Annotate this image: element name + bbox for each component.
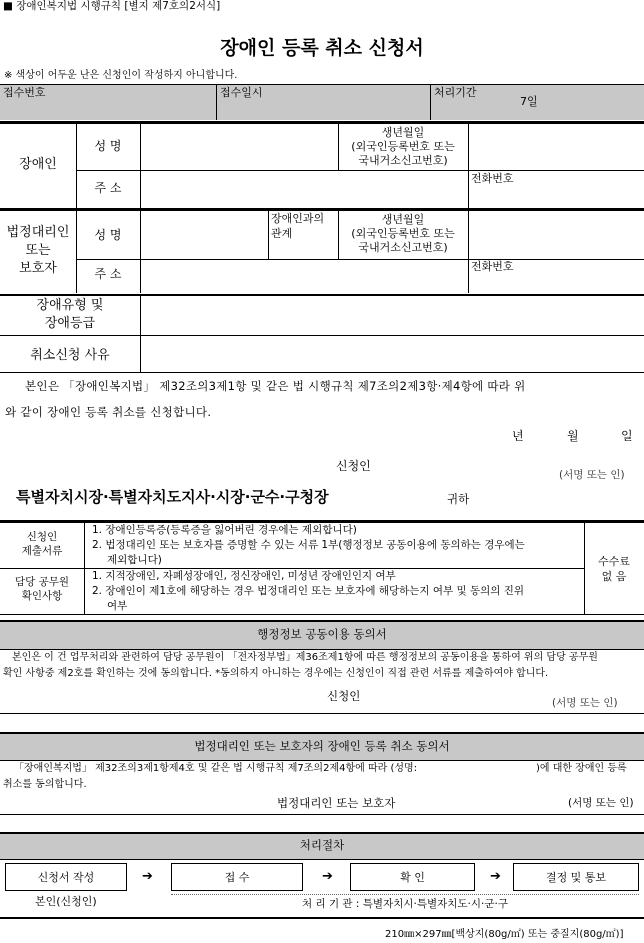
consent1-applicant-label: 신청인 [327,689,361,703]
consent1-title: 행정정보 공동이용 동의서 [257,627,387,641]
process-applicant-note: 본인(신청인) [35,895,97,908]
consent2-sign-label: (서명 또는 인) [568,797,634,809]
guardian-relation-label-1: 장애인과의 [271,212,325,225]
submit-doc-item-1: 1. 장애인등록증(등록증을 잃어버린 경우에는 제외합니다) [92,524,357,536]
process-agency-note: 처 리 기 관 : 특별자치시·특별자치도·시·군·구 [301,898,508,910]
disabled-address-label: 주 소 [94,181,122,195]
consent1-text-1: 본인은 이 건 업무처리와 관련하여 담당 공무원이 「전자정부법」제36조제1항에 따른 행정정보의 공동이용을 통하여 위의 담당 공무원 [12,652,598,663]
cancel-reason-label: 취소신청 사유 [30,348,110,363]
disabled-phone-field[interactable] [530,172,642,206]
guardian-section-label-1: 법정대리인 [6,225,70,240]
date-day-label: 일 [621,429,633,443]
official-check-label-2: 확인사항 [21,590,63,602]
guardian-address-label: 주 소 [94,267,122,281]
submit-doc-item-2: 2. 법정대리인 또는 보호자를 증명할 수 있는 서류 1부(행정정보 공동이용에 동의하는 경우에는 [92,539,525,551]
consent1-text-2: 확인 사항중 제2호를 확인하는 것에 동의합니다. *동의하지 아니하는 경우에는 신청인이 직접 관련 서류를 제출하여야 합니다. [3,668,549,679]
statement-line-1: 본인은 「장애인복지법」 제32조의3제1항 및 같은 법 시행규칙 제7조의2제3항·제4항에 따라 위 [25,379,526,393]
consent2-text-b: )에 대한 장애인 등록 [536,763,627,774]
addressee: 특별자치시장·특별자치도지사·시장·군수·구청장 [16,488,329,506]
page-title: 장애인 등록 취소 신청서 [220,37,424,59]
date-month-label: 월 [567,429,579,443]
guardian-birth-label-3: 국내거소신고번호) [358,241,448,254]
receipt-date-label: 접수일시 [220,86,263,99]
applicant-label: 신청인 [336,459,371,473]
disabled-name-field[interactable] [142,126,336,168]
disabled-phone-label: 전화번호 [471,172,514,185]
process-title: 처리절차 [299,838,345,852]
guardian-birth-label-1: 생년월일 [381,213,425,226]
addressee-suffix: 귀하 [447,492,470,506]
guardian-name-label: 성 명 [94,228,122,242]
consent2-title: 법정대리인 또는 보호자의 장애인 등록 취소 동의서 [194,739,450,753]
step-application: 신청서 작성 [5,863,127,891]
step-arrow-3: ➔ [490,869,501,884]
guardian-address-field[interactable] [142,261,466,291]
guardian-section-label-3: 보호자 [19,261,57,276]
guardian-birth-label-2: (외국인등록번호 또는 [351,227,455,240]
guardian-section-label-2: 또는 [25,243,51,258]
step-arrow-1: ➔ [142,869,153,884]
step-confirm: 확 인 [350,863,475,891]
guardian-relation-label-2: 관계 [271,227,293,240]
disabled-birth-field[interactable] [470,126,642,168]
guardian-phone-field[interactable] [530,261,642,291]
step-decision: 결정 및 통보 [513,863,639,891]
disabled-birth-label-1: 생년월일 [381,126,425,139]
consent2-text-a: 「장애인복지법」 제32조의3제1항제4호 및 같은 법 시행규칙 제7조의2제4항에 따라 (성명: [14,763,418,774]
disability-type-label-1: 장애유형 및 [36,298,104,313]
date-year-label: 년 [512,429,524,443]
processing-period-value: 7일 [520,95,538,108]
official-check-label-1: 담당 공무원 [14,576,70,588]
disability-type-label-2: 장애등급 [44,316,96,331]
submit-doc-item-2-cont: 제외합니다) [107,554,162,566]
official-check-item-2-cont: 여부 [107,600,128,612]
form-reference: ■ 장애인복지법 시행규칙 [별지 제7호의2서식] [3,0,221,12]
consent2-signer-label: 법정대리인 또는 보호자 [277,796,396,810]
applicant-sign-label: (서명 또는 인) [559,469,625,481]
receipt-no-label: 접수번호 [3,86,46,99]
statement-line-2: 와 같이 장애인 등록 취소를 신청합니다. [5,405,212,419]
guardian-name-field[interactable] [142,213,266,257]
paper-spec-footer: 210㎜×297㎜[백상지(80g/㎡) 또는 중질지(80g/㎡)] [385,929,624,940]
disabled-name-label: 성 명 [94,139,122,153]
official-check-item-2: 2. 장애인이 제1호에 해당하는 경우 법정대리인 또는 보호자에 해당하는지 여부 및 동의의 진위 [92,585,525,597]
official-check-item-1: 1. 지적장애인, 자폐성장애인, 정신장애인, 미성년 장애인인지 여부 [92,570,396,582]
cancel-reason-field[interactable] [142,337,642,371]
step-arrow-2: ➔ [322,869,333,884]
consent2-text-c: 취소를 동의합니다. [3,779,87,790]
processing-period-label: 처리기간 [434,86,477,99]
guardian-birth-field[interactable] [470,213,642,257]
disabled-address-field[interactable] [142,172,466,206]
receipt-row-background [0,84,644,120]
fee-label: 수수료 [598,555,630,568]
step-receipt: 접 수 [171,863,303,891]
form-note: ※ 색상이 어두운 난은 신청인이 작성하지 아니합니다. [4,70,238,81]
disabled-section-label: 장애인 [19,157,57,172]
submit-docs-label-1: 신청인 [26,531,58,543]
submit-docs-label-2: 제출서류 [21,545,63,557]
disabled-birth-label-3: 국내거소신고번호) [358,154,448,167]
guardian-phone-label: 전화번호 [471,260,514,273]
fee-value: 없 음 [601,570,627,583]
disability-type-field[interactable] [142,297,642,333]
disabled-birth-label-2: (외국인등록번호 또는 [351,140,455,153]
consent1-sign-label: (서명 또는 인) [552,697,618,709]
